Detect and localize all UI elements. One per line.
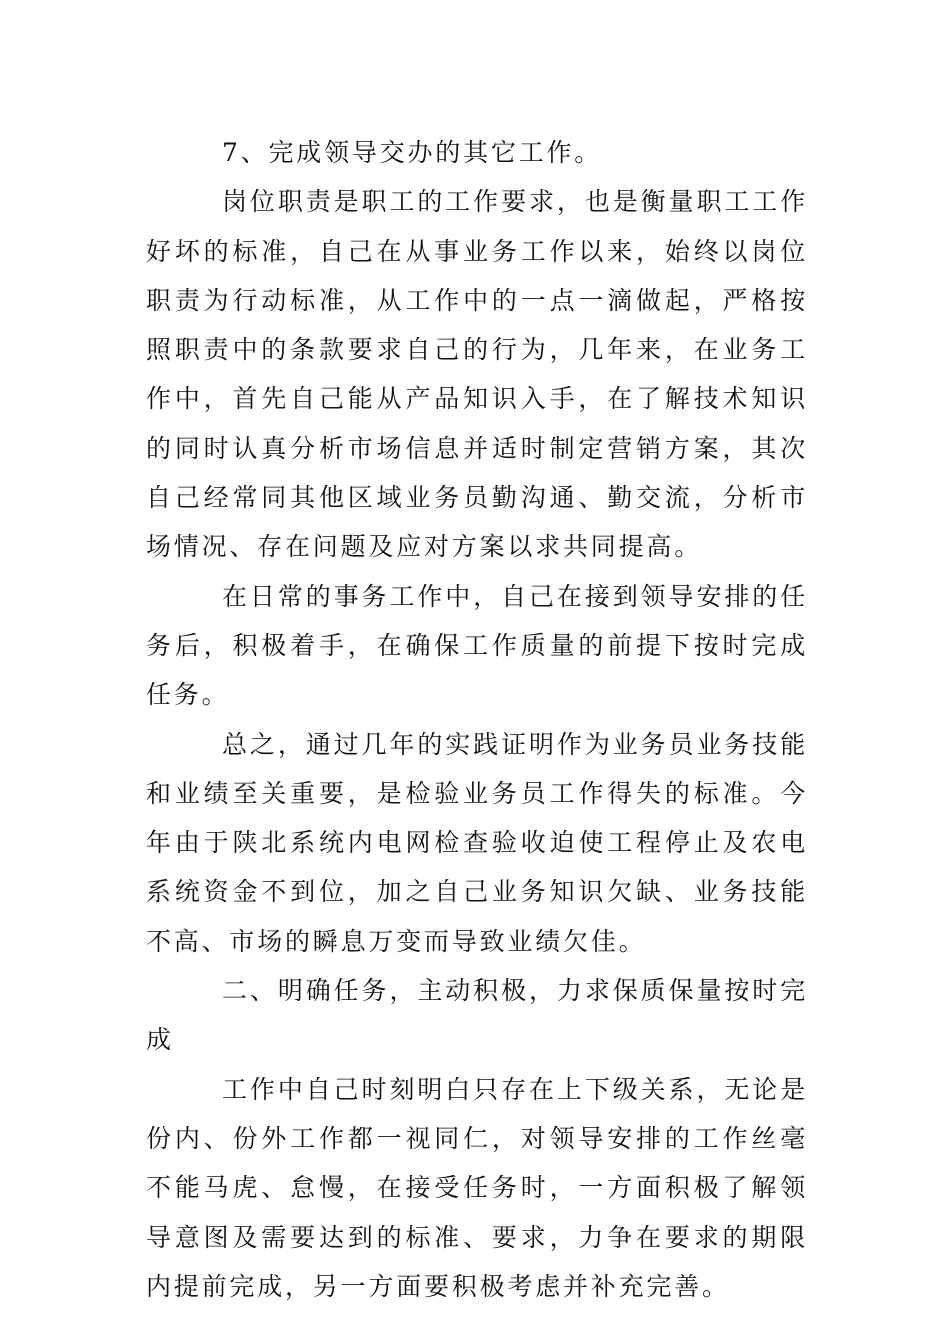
paragraph-daily-affairs: 在日常的事务工作中，自己在接到领导安排的任务后，积极着手，在确保工作质量的前提下按时完成任务。: [146, 581, 808, 710]
paragraph-summary: 总之，通过几年的实践证明作为业务员业务技能和业绩至关重要，是检验业务员工作得失的标准。今年由于陕北系统内电网检查验收迫使工程停止及农电系统资金不到位，加之自己业务知识欠缺、业务技能不高、市场的瞬息万变而导致业绩欠佳。: [146, 729, 808, 956]
paragraph-task-attitude: 工作中自己时刻明白只存在上下级关系，无论是份内、份外工作都一视同仁，对领导安排的工作丝毫不能马虎、怠慢，在接受任务时，一方面积极了解领导意图及需要达到的标准、要求，力争在要求的期限内提前完成，另一方面要积极考虑并补充完善。: [146, 1074, 808, 1301]
document-body: [146, 128, 808, 1311]
section-heading-2: 二、明确任务，主动积极，力求保质保量按时完成: [146, 976, 808, 1055]
paragraph-item-7: 7、完成领导交办的其它工作。: [222, 138, 603, 167]
paragraph-job-duties: 岗位职责是职工的工作要求，也是衡量职工工作好坏的标准，自己在从事业务工作以来，始终以岗位职责为行动标准，从工作中的一点一滴做起，严格按照职责中的条款要求自己的行为，几年来，在业务工作中，首先自己能从产品知识入手，在了解技术知识的同时认真分析市场信息并适时制定营销方案，其次自己经常同其他区域业务员勤沟通、勤交流，分析市场情况、存在问题及应对方案以求共同提高。: [146, 187, 808, 562]
